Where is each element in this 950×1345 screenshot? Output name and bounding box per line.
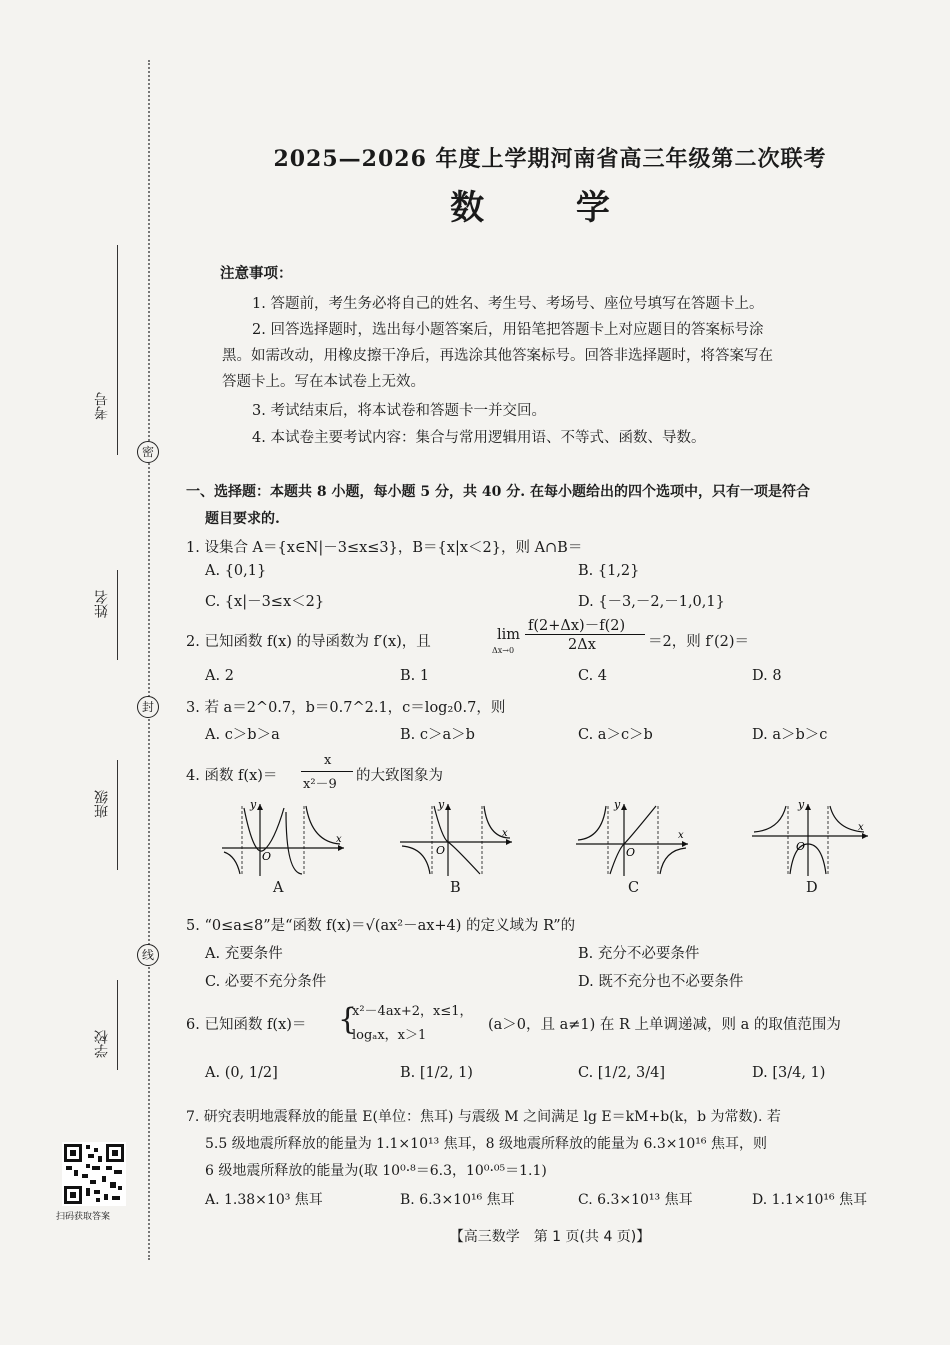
qr-caption: 扫码获取答案 [56,1212,111,1222]
q5-option-c: C. 必要不充分条件 [205,974,327,990]
q4-graph-c-x: x [678,830,684,841]
q2-lim-sub: Δx→0 [492,646,515,655]
q5-option-d: D. 既不充分也不必要条件 [578,974,744,990]
q4-graph-b-o: O [436,844,446,857]
exam-title: 2025—2026 年度上学期河南省高三年级第二次联考 [273,146,827,172]
q7-line-2: 5.5 级地震所释放的能量为 1.1×10¹³ 焦耳，8 级地震所释放的能量为 6.3×10¹⁶ 焦耳，则 [205,1136,767,1152]
q3-option-c: C. a＞c＞b [578,727,653,743]
class-blank [117,760,118,870]
notice-heading: 注意事项： [220,265,293,282]
q2-denominator: 2Δx [568,637,596,653]
q4-label-b: B [450,880,461,896]
q4-label-a: A [273,880,284,896]
q4-label-c: C [628,880,640,896]
q1-option-c: C. {x|－3≤x＜2} [205,594,325,610]
q4-graph-b-y: y [438,798,445,811]
q4-stem-post: 的大致图象为 [356,768,443,784]
q4-graph-b-x: x [502,828,508,839]
q6-case-1: x²－4ax+2，x≤1， [352,1004,473,1019]
q1-option-b: B. {1,2} [578,563,640,579]
q2-option-d: D. 8 [752,668,782,684]
q7-option-c: C. 6.3×10¹³ 焦耳 [578,1192,693,1208]
q5-stem: 5. “0≤a≤8”是“函数 f(x)＝√(ax²－ax+4) 的定义域为 R”的 [186,918,576,934]
q6-case-2: logₐx，x＞1 [352,1028,427,1043]
q5-option-a: A. 充要条件 [205,946,283,962]
q1-stem: 1. 设集合 A＝{x∈N|－3≤x≤3}，B＝{x|x＜2}，则 A∩B＝ [186,540,583,556]
q1-option-a: A. {0,1} [205,563,267,579]
q3-option-a: A. c＞b＞a [205,727,280,743]
notice-item-1: 1. 答题前，考生务必将自己的姓名、考生号、考场号、座位号填写在答题卡上。 [252,296,764,312]
q4-graph-c-y: y [614,798,621,811]
q3-option-d: D. a＞b＞c [752,727,828,743]
q6-stem-pre: 6. 已知函数 f(x)＝ [186,1017,307,1033]
notice-item-3: 3. 考试结束后，将本试卷和答题卡一并交回。 [252,403,546,419]
q2-lim: lim [497,627,521,643]
q3-stem: 3. 若 a＝2^0.7，b＝0.7^2.1，c＝log₂0.7，则 [186,700,506,716]
q4-graph-c [574,798,694,878]
q6-stem-post: (a＞0，且 a≠1) 在 R 上单调递减，则 a 的取值范围为 [488,1017,841,1033]
q7-option-b: B. 6.3×10¹⁶ 焦耳 [400,1192,515,1208]
name-blank [117,570,118,660]
q2-fraction-bar [525,634,645,635]
q4-label-d: D [806,880,818,896]
q4-graph-a-o: O [262,850,272,863]
q4-graph-d-y: y [798,798,805,811]
q2-option-a: A. 2 [205,668,234,684]
q4-graph-d-x: x [858,822,864,833]
q2-stem-pre: 2. 已知函数 f(x) 的导函数为 f′(x)，且 [186,634,431,650]
section-heading-cont: 题目要求的. [205,511,280,527]
q5-option-b: B. 充分不必要条件 [578,946,700,962]
q6-option-c: C. [1/2, 3/4] [578,1065,665,1081]
notice-item-2-end: 答题卡上。写在本试卷上无效。 [222,374,425,390]
q7-option-a: A. 1.38×10³ 焦耳 [205,1192,323,1208]
q3-option-b: B. c＞a＞b [400,727,475,743]
q6-option-a: A. (0, 1/2] [205,1065,278,1081]
q6-brace: { [338,1002,358,1037]
q4-graph-a [220,798,350,878]
q4-numerator: x [324,753,332,768]
q2-option-c: C. 4 [578,668,608,684]
page-footer: 【高三数学 第 1 页(共 4 页)】 [449,1229,651,1245]
q4-graph-b [398,798,518,878]
q4-graph-c-o: O [626,846,636,859]
school-label: 学校 [94,1030,110,1058]
notice-item-2-cont: 黑。如需改动，用橡皮擦干净后，再选涂其他答案标号。回答非选择题时，将答案写在 [222,348,773,364]
q7-line-1: 7. 研究表明地震释放的能量 E(单位：焦耳) 与震级 M 之间满足 lg E＝kM+b(k，b 为常数). 若 [186,1109,781,1125]
q6-option-b: B. [1/2, 1) [400,1065,473,1081]
q4-stem-pre: 4. 函数 f(x)＝ [186,768,278,784]
q7-option-d: D. 1.1×10¹⁶ 焦耳 [752,1192,868,1208]
notice-item-2: 2. 回答选择题时，选出每小题答案后，用铅笔把答题卡上对应题目的答案标号涂 [252,322,764,338]
seal-char-xian: 线 [137,944,159,966]
exam-number-blank [117,245,118,455]
notice-item-4: 4. 本试卷主要考试内容：集合与常用逻辑用语、不等式、函数、导数。 [252,430,706,446]
q2-numerator: f(2+Δx)－f(2) [528,618,626,634]
qr-code [62,1142,126,1206]
q4-graph-d [750,798,875,878]
q6-option-d: D. [3/4, 1) [752,1065,826,1081]
class-label: 班级 [94,790,110,818]
school-blank [117,980,118,1070]
seal-char-mi: 密 [137,441,159,463]
binding-dotted-line [148,60,150,1260]
q7-line-3: 6 级地震所释放的能量为(取 10⁰·⁸＝6.3，10⁰·⁰⁵＝1.1) [205,1163,547,1179]
q2-stem-post: ＝2，则 f′(2)＝ [648,634,750,650]
q2-option-b: B. 1 [400,668,430,684]
q4-graph-a-y: y [250,798,257,811]
q4-fraction-bar [301,771,353,772]
q4-graph-a-x: x [336,834,342,845]
section-heading: 一、选择题：本题共 8 小题，每小题 5 分，共 40 分. 在每小题给出的四个选项中，只有一项是符合 [186,484,810,500]
subject-title: 数 学 [450,188,650,228]
seal-char-feng: 封 [137,696,159,718]
exam-number-label: 考号 [94,392,110,420]
q4-graph-d-o: O [796,840,806,853]
q1-option-d: D. {－3,－2,－1,0,1} [578,594,725,610]
name-label: 姓名 [94,590,110,618]
q4-denominator: x²－9 [303,777,337,792]
